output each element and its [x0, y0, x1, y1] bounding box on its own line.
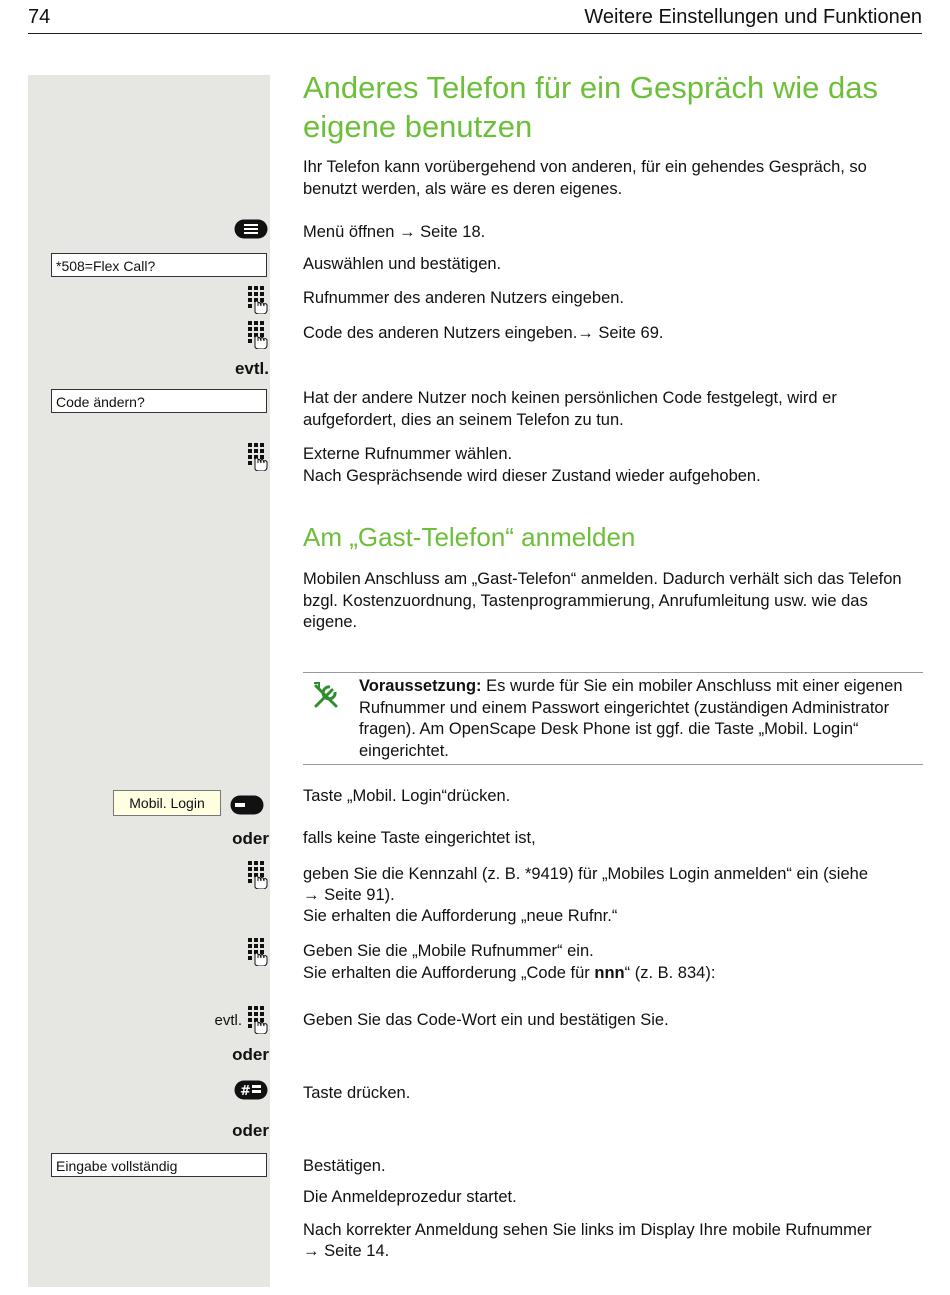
step-no-key: falls keine Taste eingerichtet ist, — [303, 829, 536, 847]
label-evtl-small: evtl. — [214, 1012, 242, 1029]
step-enter-code: Code des anderen Nutzers eingeben.→ Seite 69. — [303, 324, 664, 342]
function-key-icon — [230, 795, 264, 815]
menu-key-icon — [234, 219, 268, 239]
note-bottom-rule — [303, 764, 923, 765]
label-oder: oder — [232, 1121, 269, 1140]
keypad-icon — [248, 321, 268, 349]
step-password: Geben Sie das Code-Wort ein und bestätigen Sie. — [303, 1011, 669, 1029]
step-key-press: Taste drücken. — [303, 1084, 411, 1102]
keypad-icon — [248, 1006, 268, 1034]
keypad-icon — [248, 286, 268, 314]
prerequisite-note — [359, 676, 922, 762]
tool-icon — [312, 680, 342, 710]
softkey-mobil-login[interactable]: Mobil. Login — [113, 790, 221, 816]
label-oder: oder — [232, 829, 269, 848]
note-text: Es wurde für Sie ein mobiler Anschluss mit einer eigenen Rufnummer und einem Passwort eingerichtet (zuständigen Administrator fragen). Am OpenScape Desk Phone ist ggf. die Taste „Mobil. Login“ eingerichtet. — [359, 677, 903, 760]
step-enter-code-number: geben Sie die Kennzahl (z. B. *9419) für „Mobiles Login anmelden“ ein (siehe — [303, 865, 869, 883]
label-evtl: evtl. — [234, 359, 269, 378]
step-enter-number: Rufnummer des anderen Nutzers eingeben. — [303, 289, 625, 307]
display-option-code-change[interactable]: Code ändern? — [51, 389, 267, 413]
step-confirm: Bestätigen. — [303, 1157, 386, 1175]
display-option-input-complete[interactable]: Eingabe vollständig — [51, 1153, 267, 1177]
label-oder: oder — [232, 1045, 269, 1064]
display-option-flexcall[interactable]: *508=Flex Call? — [51, 253, 267, 277]
step-after-login: Nach korrekter Anmeldung sehen Sie links im Display Ihre mobile Rufnummer — [303, 1221, 872, 1239]
step-external-number: Externe Rufnummer wählen. — [303, 445, 513, 463]
keypad-icon — [248, 861, 268, 889]
step-select: Auswählen und bestätigen. — [303, 255, 502, 273]
guest-intro-text: Mobilen Anschluss am „Gast-Telefon“ anmelden. Dadurch verhält sich das Telefon bzgl. Kostenzuordnung, Tastenprogrammierung, Anrufumleitung usw. wie das eigene. — [303, 570, 902, 631]
keypad-icon — [248, 443, 268, 471]
step-login-start: Die Anmeldeprozedur startet. — [303, 1188, 517, 1206]
step-code-prompt — [303, 963, 923, 985]
code-prompt-c: “ (z. B. 834): — [624, 964, 716, 982]
step-no-code: Hat der andere Nutzer noch keinen persönlichen Code festgelegt, wird er aufgefordert, dies an seinem Telefon zu tun. — [303, 389, 837, 429]
keypad-icon — [248, 938, 268, 966]
svg-text:#: # — [240, 1084, 251, 1099]
code-prompt-bold: nnn — [594, 964, 625, 982]
intro-text: Ihr Telefon kann vorübergehend von anderen, für ein gehendes Gespräch, so benutzt werden, als wäre es deren eigenes. — [303, 158, 867, 198]
step-press-key: Taste „Mobil. Login“drücken. — [303, 787, 511, 805]
step-new-number-prompt: Sie erhalten die Aufforderung „neue Rufnr.“ — [303, 907, 618, 925]
chapter-title: Weitere Einstellungen und Funktionen — [584, 6, 922, 28]
header-rule — [28, 33, 922, 34]
note-top-rule — [303, 672, 923, 673]
section-title: Anderes Telefon für ein Gespräch wie das eigene benutzen — [303, 70, 878, 144]
section-title-guest: Am „Gast-Telefon“ anmelden — [303, 522, 636, 552]
step-after-page-ref: → Seite 14. — [303, 1242, 390, 1260]
step-external-reset: Nach Gesprächsende wird dieser Zustand wieder aufgehoben. — [303, 467, 761, 485]
step-mobile-number: Geben Sie die „Mobile Rufnummer“ ein. — [303, 942, 594, 960]
code-prompt-a: Sie erhalten die Aufforderung „Code für — [303, 964, 595, 982]
page-number: 74 — [28, 6, 51, 28]
step-page-ref: → Seite 91). — [303, 886, 395, 904]
step-menu: Menü öffnen → Seite 18. — [303, 223, 486, 241]
note-label: Voraussetzung: — [359, 677, 482, 695]
hash-key-icon — [234, 1080, 268, 1100]
